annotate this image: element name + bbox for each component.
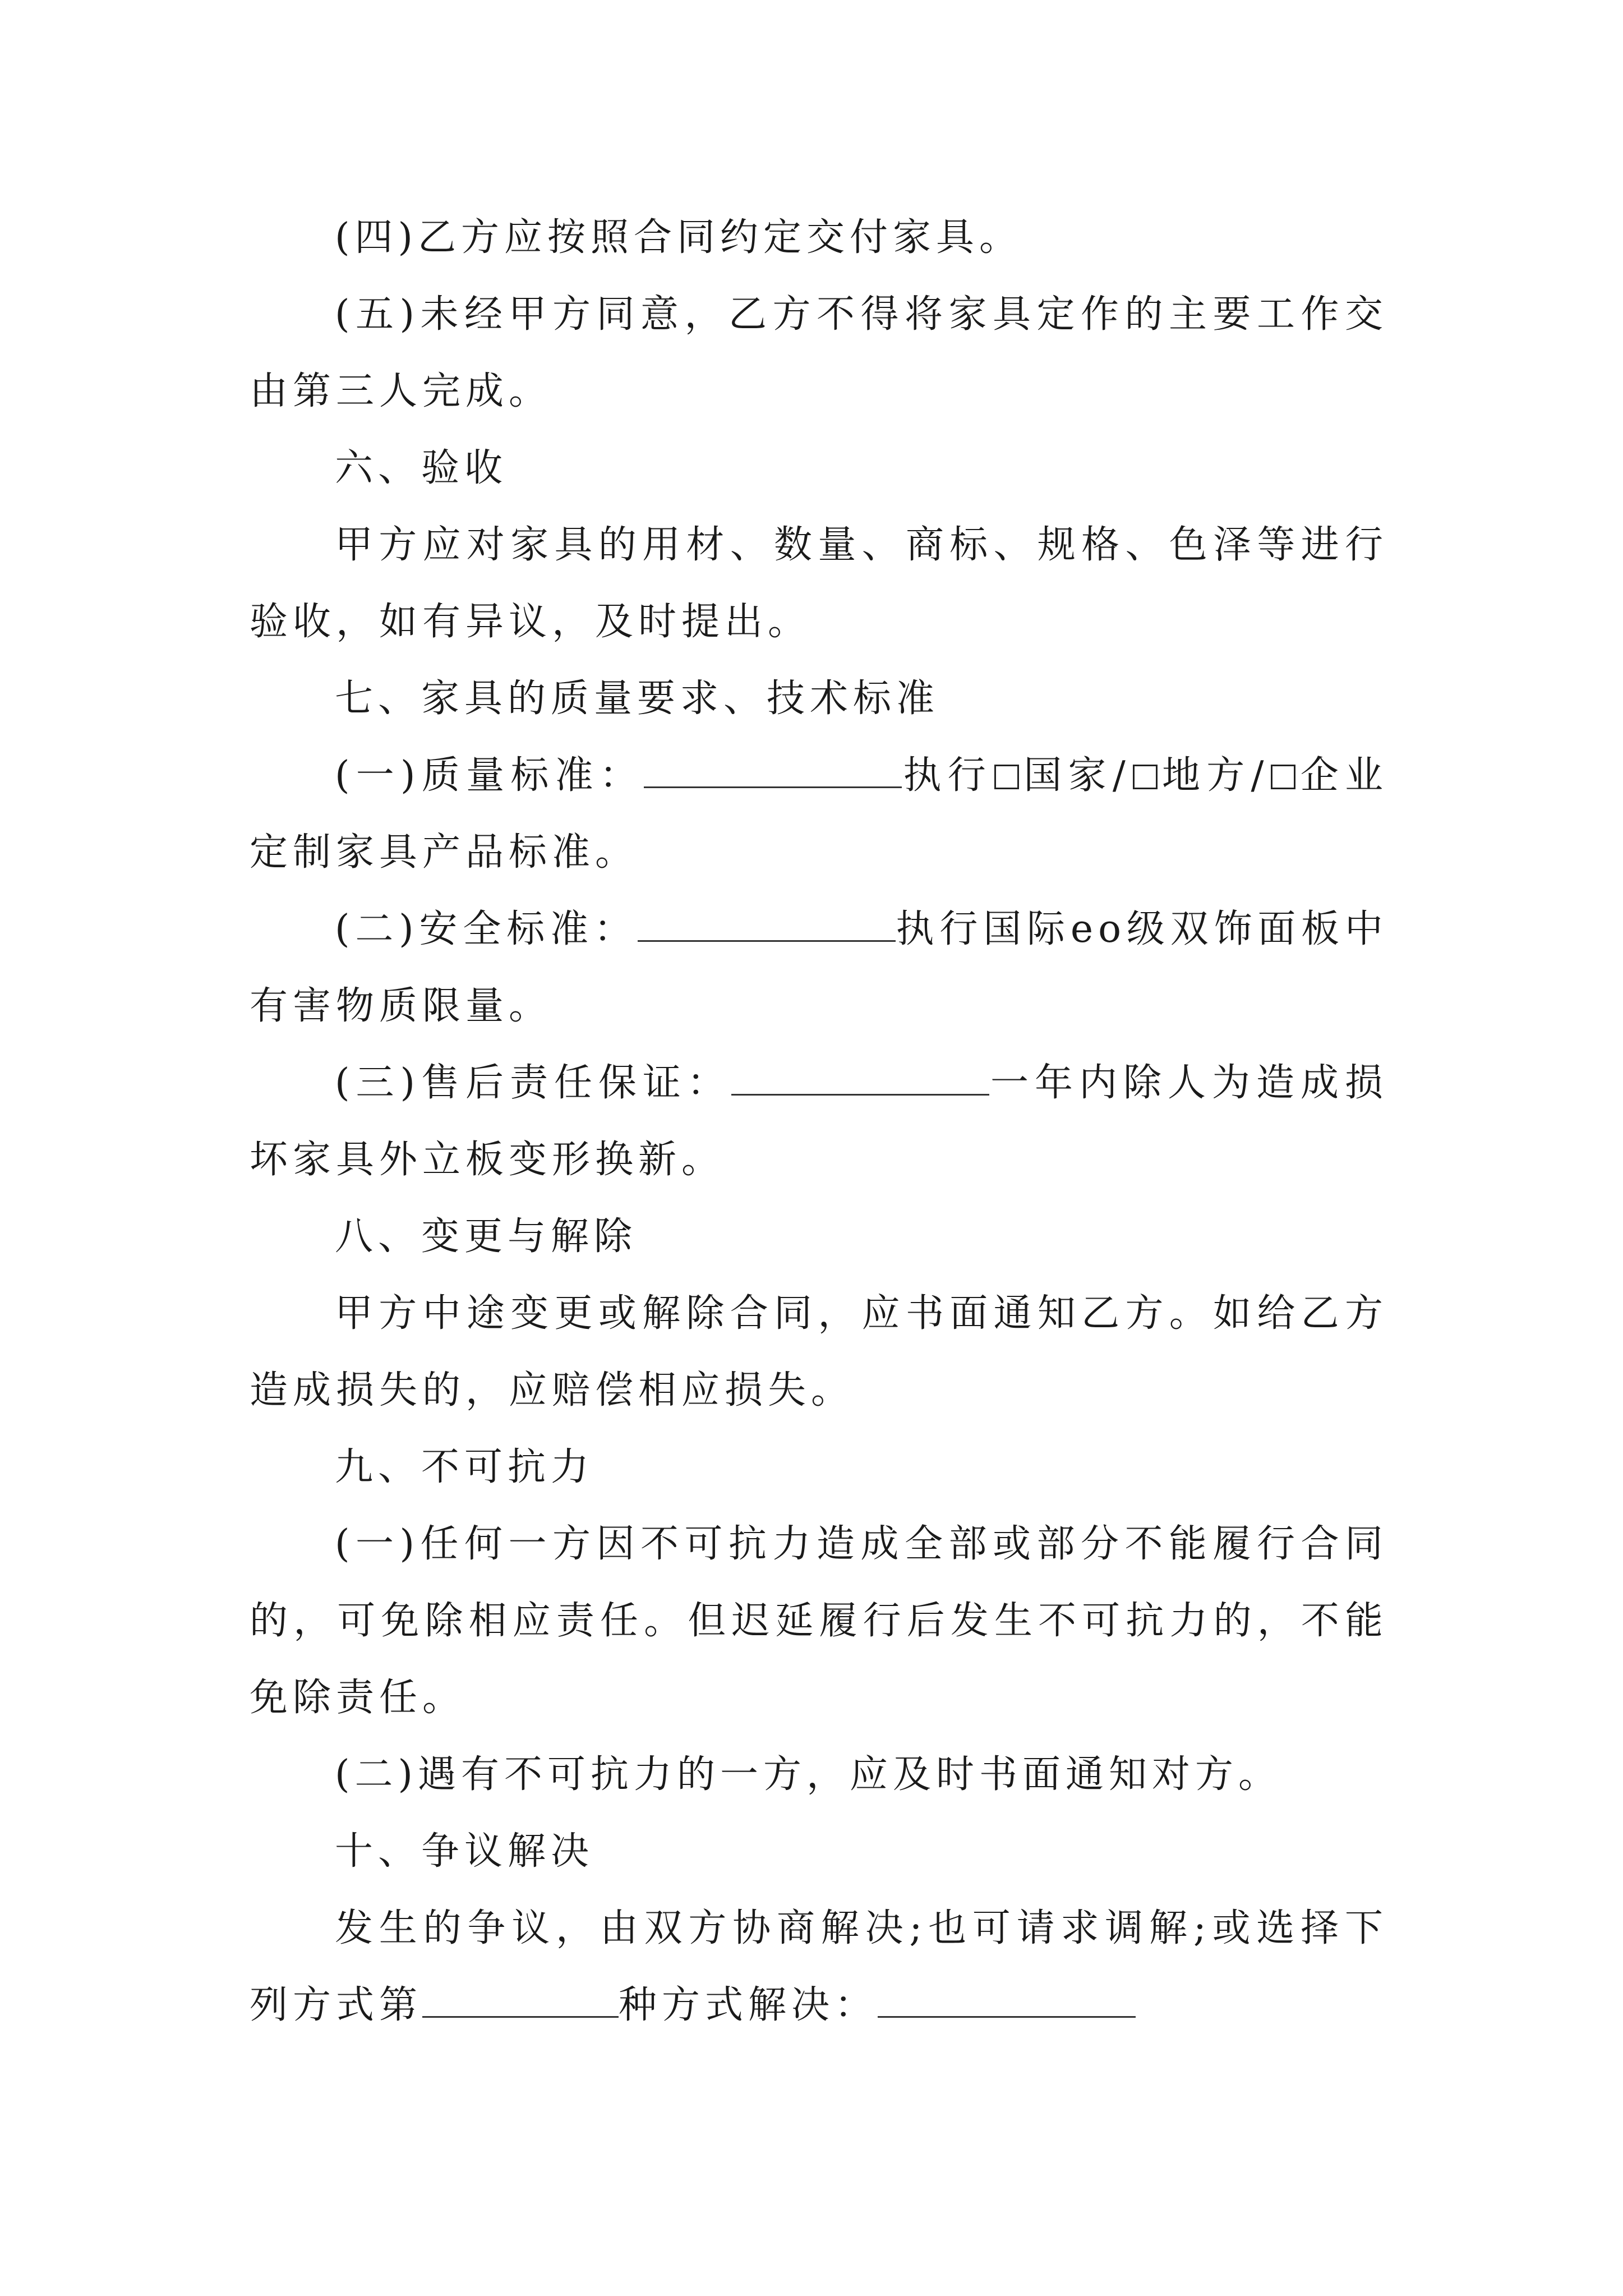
section-10-text: [250, 1890, 1388, 2044]
section-8-text: 甲方中途变更或解除合同，应书面通知乙方。如给乙方造成损失的，应赔偿相应损失。: [250, 1291, 1388, 1412]
aftersales-text: 一年内除人为造成损坏家具外立板变形换新。: [250, 1061, 1388, 1182]
dispute-method-number-blank[interactable]: [422, 1984, 619, 2018]
aftersales-blank[interactable]: [731, 1061, 989, 1096]
aftersales-label: (三)售后责任保证：: [335, 1061, 732, 1105]
clause-9-2-notice: (二)遇有不可抗力的一方，应及时书面通知对方。: [335, 1752, 1282, 1797]
clause-7-3-aftersales: [250, 1045, 1388, 1198]
section-9-heading: 九、不可抗力: [335, 1445, 594, 1489]
dispute-method-blank[interactable]: [878, 1984, 1136, 2018]
contract-body: [250, 199, 1388, 2044]
enterprise-checkbox-icon[interactable]: [1271, 765, 1295, 789]
section-8-heading: 八、变更与解除: [335, 1214, 638, 1259]
local-option: 地方/: [1160, 753, 1269, 798]
local-checkbox-icon[interactable]: [1133, 765, 1158, 789]
clause-4-delivery: (四)乙方应按照合同约定交付家具。: [335, 215, 1023, 260]
quality-blank[interactable]: [644, 754, 902, 788]
clause-7-2-safety: [250, 891, 1388, 1045]
section-7-heading: 七、家具的质量要求、技术标准: [335, 677, 940, 721]
section-6-text: 甲方应对家具的用材、数量、商标、规格、色泽等进行验收，如有异议，及时提出。: [250, 523, 1388, 644]
section-10-heading: 十、争议解决: [335, 1829, 594, 1874]
clause-9-1-force-majeure: (一)任何一方因不可抗力造成全部或部分不能履行合同的，可免除相应责任。但迟延履行后发生不可抗力的，不能免除责任。: [250, 1522, 1388, 1720]
national-checkbox-icon[interactable]: [994, 765, 1019, 789]
national-option: 国家/: [1022, 753, 1131, 798]
safety-label: (二)安全标准：: [335, 907, 638, 951]
clause-5-subcontract: (五)未经甲方同意，乙方不得将家具定作的主要工作交由第三人完成。: [250, 292, 1388, 413]
quality-exec-text: 执行: [902, 753, 993, 798]
safety-blank[interactable]: [638, 908, 896, 942]
dispute-text-end: 种方式解决：: [619, 1983, 878, 2027]
safety-text: 执行国际eo级双饰面板中有害物质限量。: [250, 907, 1389, 1028]
enterprise-option: 企业定制家具产品标准。: [250, 753, 1388, 875]
section-6-heading: 六、验收: [335, 446, 508, 490]
dispute-text-start: 发生的争议，由双方协商解决;也可请求调解;或选择下列方式第: [250, 1906, 1388, 2027]
quality-label: (一)质量标准：: [335, 753, 644, 798]
clause-7-1-quality: [250, 737, 1388, 891]
